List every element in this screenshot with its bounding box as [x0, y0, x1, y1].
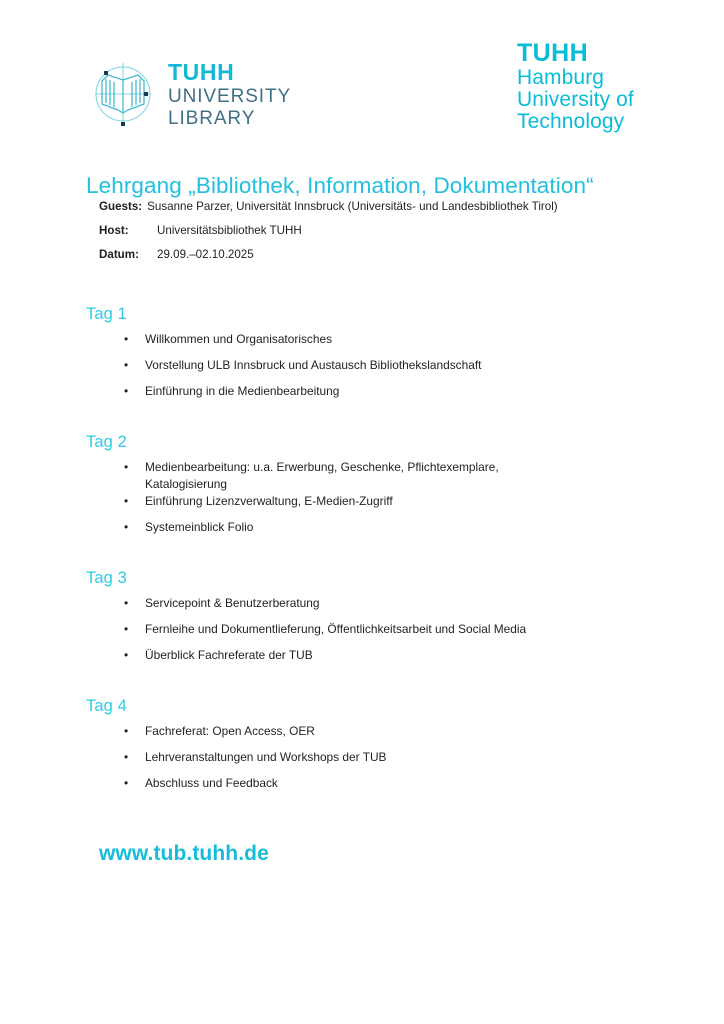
day-item-list-3 — [0, 595, 724, 673]
meta-row-guests — [99, 200, 699, 213]
list-item-label: Einführung in die Medienbearbeitung — [145, 384, 340, 398]
bullet-icon: • — [124, 332, 129, 346]
bullet-icon: • — [124, 723, 129, 738]
day-title-2: Tag 2 — [86, 433, 127, 451]
bullet-icon: • — [124, 460, 129, 474]
event-metadata — [99, 200, 699, 272]
list-item — [124, 621, 565, 647]
programme-schedule — [0, 305, 724, 825]
day-item-list-1 — [0, 331, 724, 409]
list-item-label: Vorstellung ULB Innsbruck und Austausch Bibliothekslandschaft — [145, 358, 482, 372]
list-item-label: Willkommen und Organisatorisches — [145, 332, 333, 346]
list-item-label: Überblick Fachreferate der TUB — [145, 647, 313, 662]
list-item-label: Medienbearbeitung: u.a. Erwerbung, Geschenke, Pflichtexemplare, Katalogisierung — [145, 460, 499, 491]
day-section-3 — [0, 569, 724, 673]
open-book-in-circle-icon — [92, 58, 154, 130]
bullet-icon: • — [124, 647, 129, 662]
bullet-icon: • — [124, 595, 129, 610]
list-item — [124, 723, 565, 749]
bullet-icon: • — [124, 358, 129, 372]
day-section-4 — [0, 697, 724, 801]
university-logo-brand: TUHH — [517, 39, 589, 67]
bullet-icon: • — [124, 775, 129, 790]
list-item-label: Lehrveranstaltungen und Workshops der TUB — [145, 749, 387, 764]
bullet-icon: • — [124, 749, 129, 764]
meta-label-host: Host: — [99, 224, 129, 237]
university-logo-line-2: University of — [517, 87, 634, 111]
library-logo-wordmark — [168, 58, 292, 129]
day-section-1 — [0, 305, 724, 409]
day-title-1: Tag 1 — [86, 305, 127, 323]
list-item — [124, 647, 565, 673]
list-item — [124, 383, 565, 409]
list-item — [124, 459, 565, 493]
library-logo-brand: TUHH — [168, 58, 235, 85]
meta-value-host: Universitätsbibliothek TUHH — [157, 224, 302, 237]
page-title: Lehrgang „Bibliothek, Information, Dokumentation“ — [86, 173, 594, 199]
list-item — [124, 357, 565, 383]
meta-label-guests: Guests: — [99, 200, 143, 213]
meta-value-datum: 29.09.–02.10.2025 — [157, 248, 254, 261]
list-item-label: Fachreferat: Open Access, OER — [145, 723, 315, 738]
list-item — [124, 775, 565, 801]
list-item — [124, 331, 565, 357]
meta-row-datum — [99, 248, 699, 261]
day-title-4: Tag 4 — [86, 696, 127, 715]
list-item — [124, 595, 565, 621]
website-url-link[interactable]: www.tub.tuhh.de — [99, 842, 269, 865]
tuhh-university-library-logo — [92, 58, 291, 130]
page-header — [0, 0, 724, 150]
list-item-label: Servicepoint & Benutzerberatung — [145, 595, 320, 610]
day-title-3: Tag 3 — [86, 568, 127, 587]
day-section-2 — [0, 433, 724, 545]
list-item-label: Einführung Lizenzverwaltung, E-Medien-Zugriff — [145, 493, 393, 508]
list-item-label: Systemeinblick Folio — [145, 519, 254, 534]
bullet-icon: • — [124, 384, 129, 398]
bullet-icon: • — [124, 621, 129, 636]
bullet-icon: • — [124, 519, 129, 534]
list-item — [124, 749, 565, 775]
list-item-label: Fernleihe und Dokumentlieferung, Öffentlichkeitsarbeit und Social Media — [145, 621, 527, 636]
meta-row-host — [99, 224, 699, 237]
university-logo-line-3: Technology — [517, 110, 625, 133]
day-item-list-4 — [0, 723, 724, 801]
tuhh-hamburg-university-logo — [517, 40, 634, 133]
bullet-icon: • — [124, 493, 129, 508]
university-logo-line-1: Hamburg — [517, 65, 605, 89]
library-logo-line-1: UNIVERSITY — [168, 85, 292, 107]
list-item — [124, 519, 565, 545]
list-item — [124, 493, 565, 519]
meta-value-guests: Susanne Parzer, Universität Innsbruck (Universitäts- und Landesbibliothek Tirol) — [147, 200, 558, 213]
list-item-label: Abschluss und Feedback — [145, 775, 278, 790]
library-logo-line-2: LIBRARY — [168, 107, 256, 129]
day-item-list-2 — [0, 459, 724, 545]
meta-label-datum: Datum: — [99, 248, 139, 261]
